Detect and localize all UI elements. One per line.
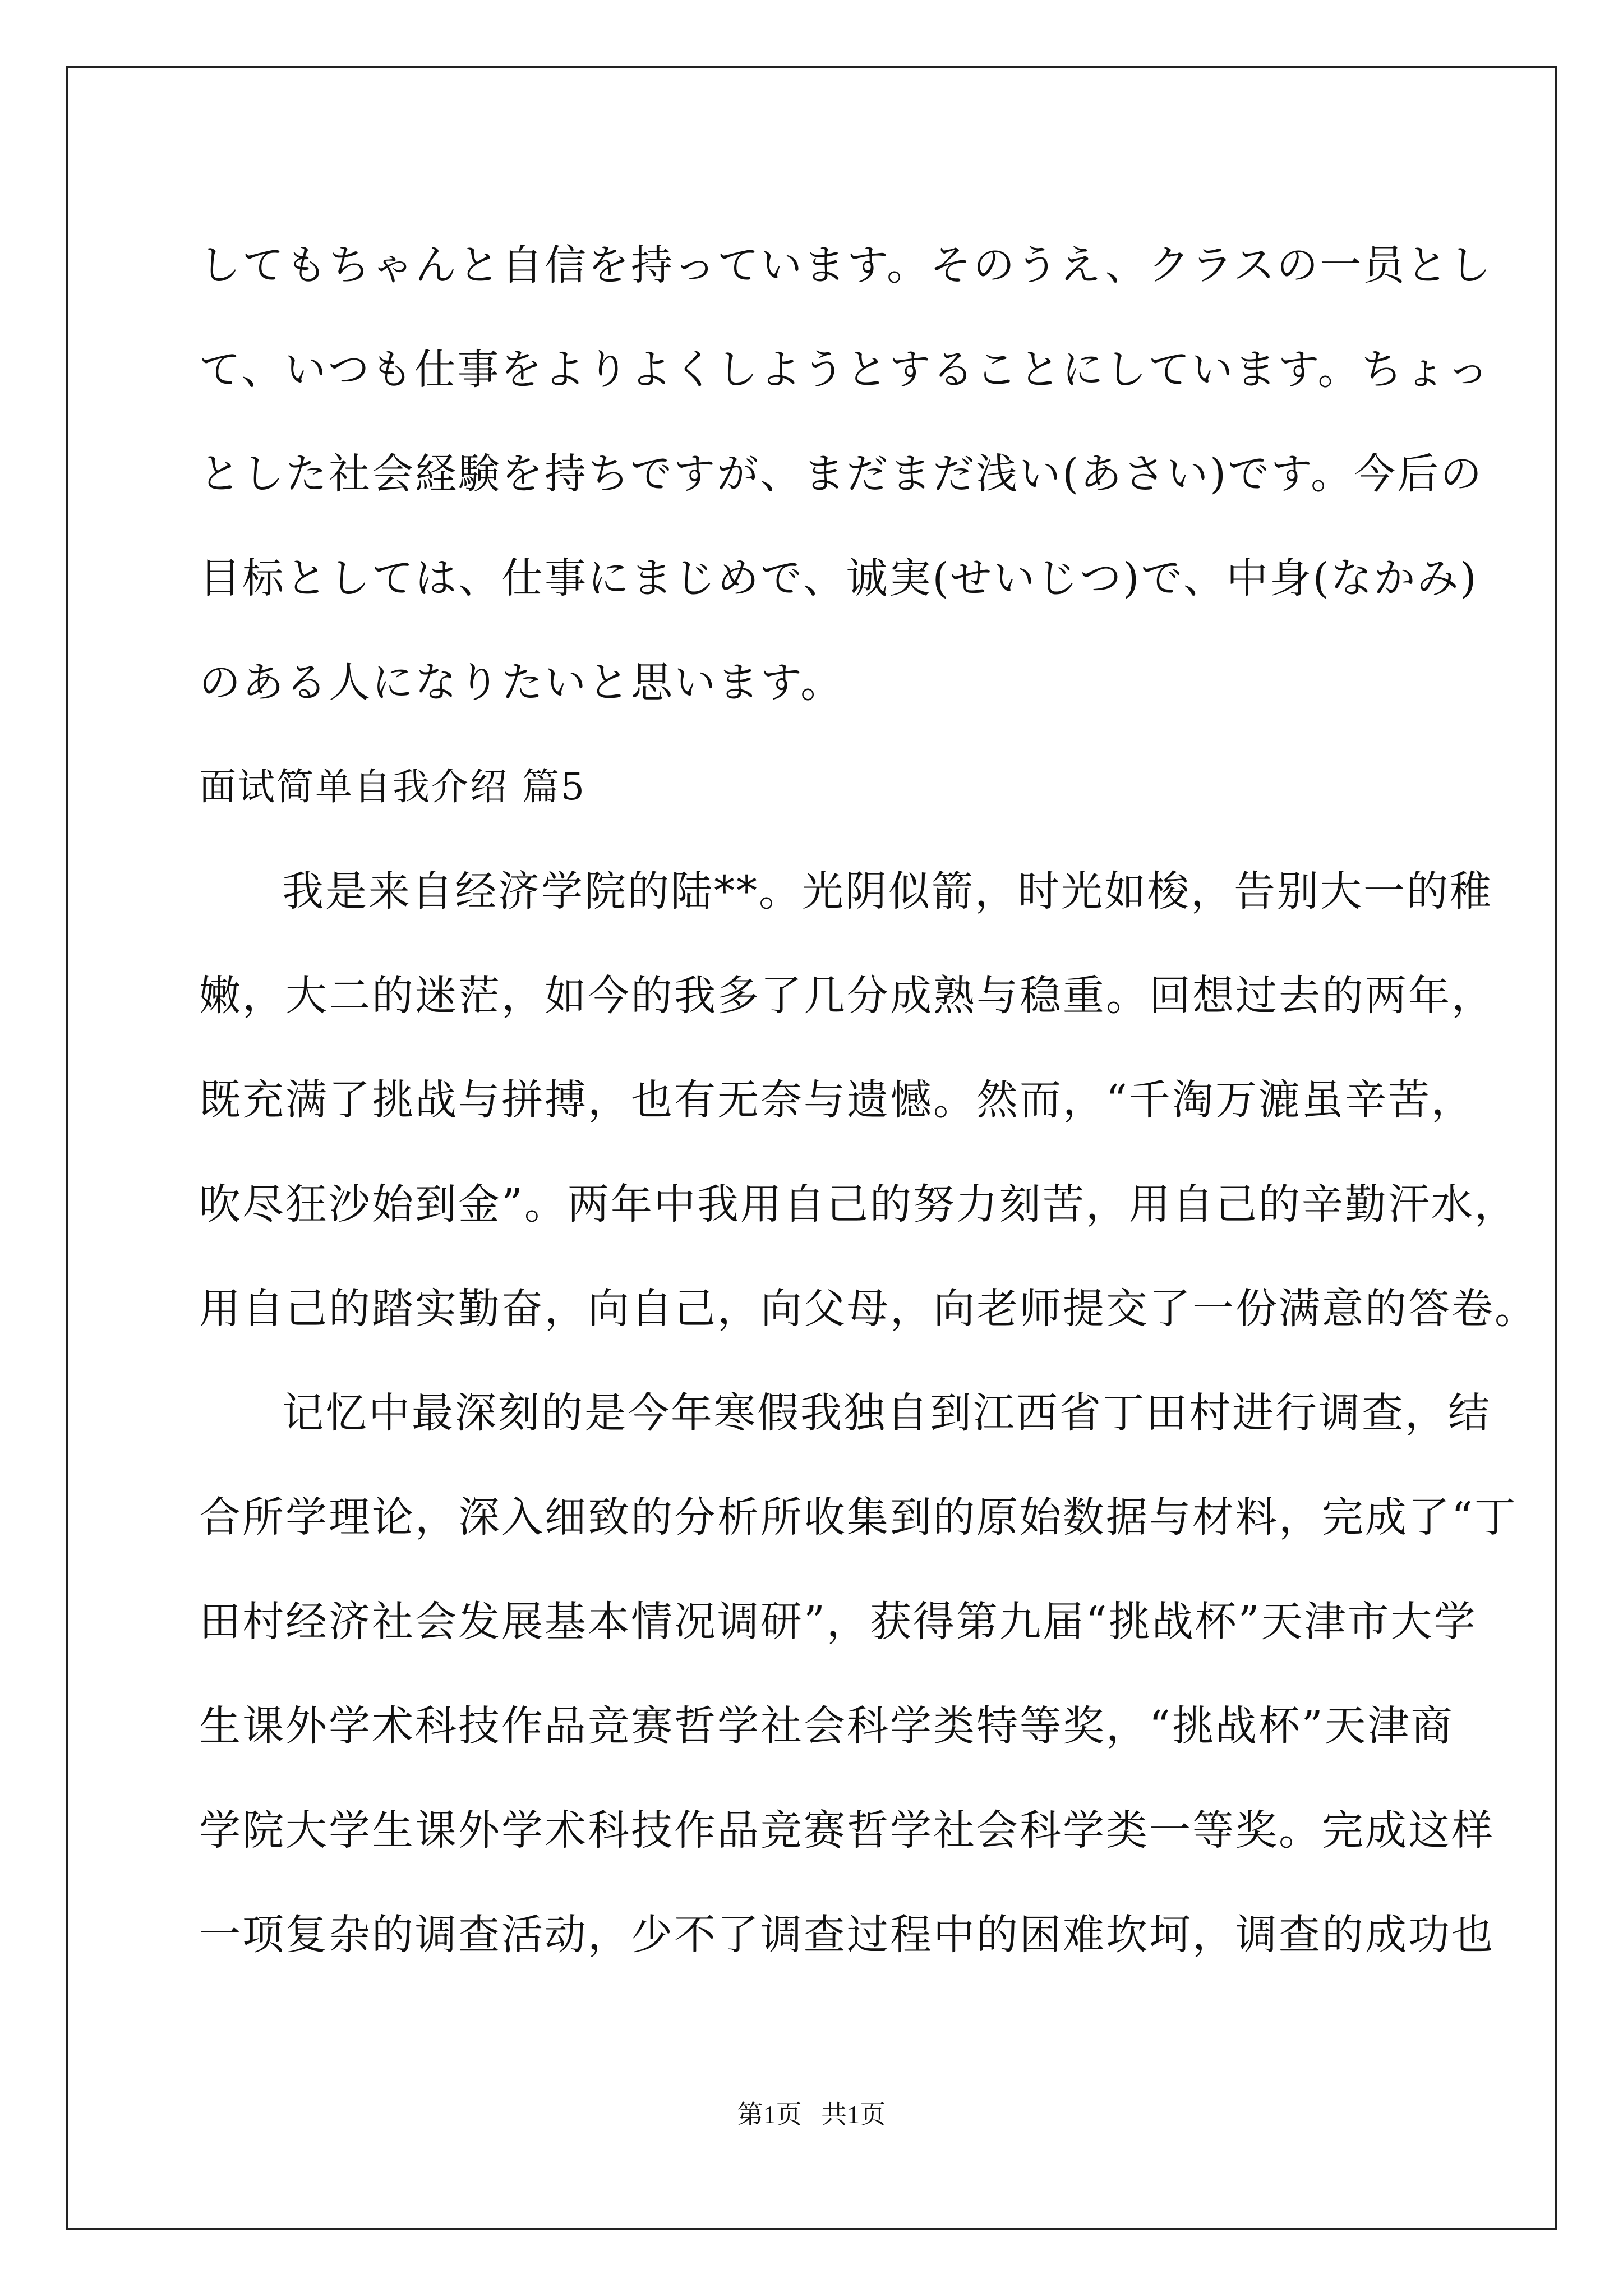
text-line: 目标としては、仕事にまじめで、诚実(せいじつ)で、中身(なかみ) — [199, 554, 1478, 602]
section-heading: 面试简单自我介绍 篇5 — [199, 765, 586, 808]
text-line: のある人になりたいと思います。 — [199, 659, 844, 707]
page-number-footer: 第1页 共1页 — [737, 2100, 886, 2129]
text-line: 用自己的踏实勤奋，向自己，向父母，向老师提交了一份满意的答卷。 — [199, 1285, 1538, 1333]
text-line: してもちゃんと自信を持っています。そのうえ、クラスの一员とし — [199, 241, 1493, 289]
paragraph-first-line: 记忆中最深刻的是今年寒假我独自到江西省丁田村进行调查，结 — [282, 1389, 1491, 1437]
text-line: 生课外学术科技作品竞赛哲学社会科学类特等奖，“挑战杯”天津商 — [199, 1702, 1454, 1750]
text-line: 学院大学生课外学术科技作品竞赛哲学社会科学类一等奖。完成这样 — [199, 1806, 1495, 1855]
text-line: 田村经济社会发展基本情况调研”，获得第九届“挑战杯”天津市大学 — [199, 1598, 1477, 1646]
document-body — [199, 213, 1538, 1987]
text-line: 嫩，大二的迷茫，如今的我多了几分成熟与稳重。回想过去的两年， — [199, 972, 1495, 1020]
text-line: 吹尽狂沙始到金”。两年中我用自己的努力刻苦，用自己的辛勤汗水， — [199, 1180, 1518, 1228]
text-line: 一项复杂的调查活动，少不了调查过程中的困难坎坷，调查的成功也 — [199, 1911, 1495, 1959]
paragraph-first-line: 我是来自经济学院的陆**。光阴似箭，时光如梭，告别大一的稚 — [282, 867, 1493, 915]
text-line: とした社会経験を持ちですが、まだまだ浅い(あさい)です。今后の — [199, 450, 1484, 498]
text-line: 既充满了挑战与拼搏，也有无奈与遗憾。然而，“千淘万漉虽辛苦， — [199, 1076, 1474, 1124]
text-line: 合所学理论，深入细致的分析所收集到的原始数据与材料，完成了“丁 — [199, 1493, 1518, 1542]
text-line: て、いつも仕事をよりよくしようとすることにしています。ちょっ — [199, 346, 1491, 394]
